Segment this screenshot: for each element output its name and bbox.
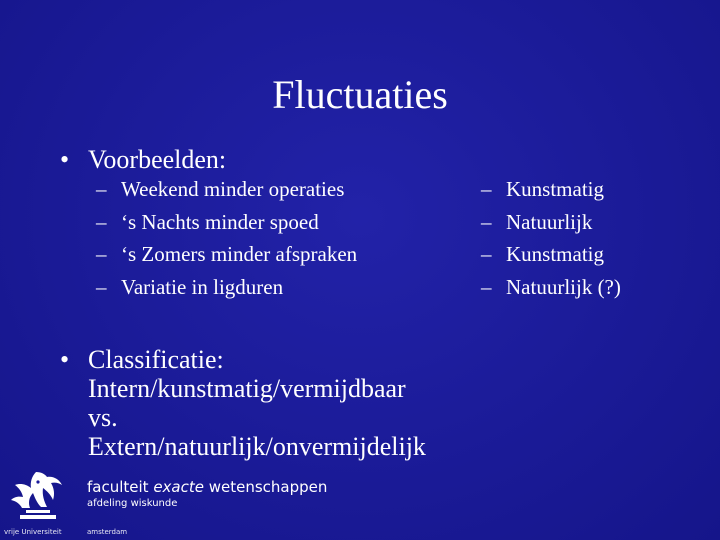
dash-marker: – <box>481 177 492 201</box>
list-item <box>96 177 416 210</box>
bullet-marker: • <box>60 345 70 374</box>
classification-line: Extern/natuurlijk/onvermijdelijk <box>88 432 426 461</box>
dash-marker: – <box>96 242 107 266</box>
dash-marker: – <box>481 209 492 234</box>
example-text: ‘s Nachts minder spoed <box>121 209 319 234</box>
list-item <box>96 275 416 308</box>
footer <box>0 462 720 540</box>
classification-text: Natuurlijk <box>506 209 593 234</box>
university-name: vrije Universiteit <box>4 528 62 536</box>
griffin-icon <box>6 466 66 526</box>
slide-title: Fluctuaties <box>272 72 448 117</box>
classification-line: Classificatie: <box>88 345 224 374</box>
department-name: afdeling wiskunde <box>87 498 178 509</box>
classification-line: vs. <box>88 403 118 432</box>
classification-line: Intern/kunstmatig/vermijdbaar <box>88 374 406 403</box>
faculty-emphasis: exacte <box>153 478 204 496</box>
bullet-examples <box>60 145 360 177</box>
list-item <box>96 210 416 243</box>
bullet-marker: • <box>60 145 70 174</box>
classification-text: Natuurlijk (?) <box>506 274 621 299</box>
bullet-classification <box>60 345 480 465</box>
dash-marker: – <box>96 274 107 299</box>
dash-marker: – <box>481 242 492 266</box>
examples-list <box>96 177 416 307</box>
classification-list <box>481 177 701 307</box>
list-item <box>481 177 701 210</box>
classification-block <box>88 345 426 461</box>
dash-marker: – <box>96 177 107 201</box>
list-item <box>481 242 701 275</box>
example-text: Weekend minder operaties <box>121 177 345 201</box>
example-text: ‘s Zomers minder afspraken <box>121 242 358 266</box>
faculty-suffix: wetenschappen <box>203 478 328 496</box>
faculty-name <box>87 478 327 496</box>
list-item <box>481 210 701 243</box>
dash-marker: – <box>96 209 107 234</box>
faculty-prefix: faculteit <box>87 478 154 496</box>
classification-text: Kunstmatig <box>506 242 604 266</box>
bullet-label: Voorbeelden: <box>88 145 227 174</box>
list-item <box>481 275 701 308</box>
example-text: Variatie in ligduren <box>121 274 284 299</box>
list-item <box>96 242 416 275</box>
dash-marker: – <box>481 274 492 299</box>
city-name: amsterdam <box>87 528 128 536</box>
classification-text: Kunstmatig <box>506 177 604 201</box>
